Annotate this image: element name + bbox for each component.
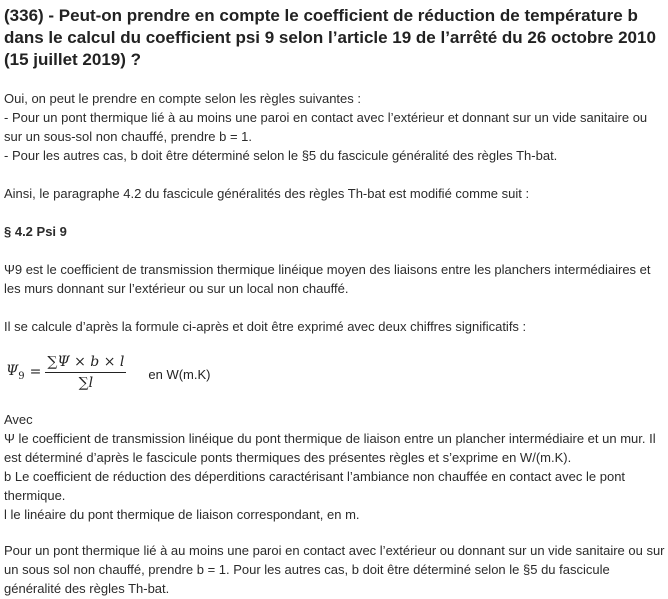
intro-line: Oui, on peut le prendre en compte selon les règles suivantes : <box>4 91 361 106</box>
formula-unit: en W(m.K) <box>148 366 211 382</box>
avec-psi: Ψ le coefficient de transmission linéique du pont thermique de liaison entre un plancher intermédiaire et un mur. Il est déterminé d’après le fascicule ponts thermiques des présentes règles et s’exprime en W/(m.K). <box>4 431 656 465</box>
formula-lhs: $\Psi_9$ <box>6 362 25 382</box>
formula-fraction <box>45 354 126 391</box>
calc-instructions: Il se calcule d’après la formule ci-après et doit être exprimé avec deux chiffres significatifs : <box>4 319 527 334</box>
formula-denominator: ∑l <box>78 374 94 391</box>
avec-label: Avec <box>4 412 33 427</box>
faq-article <box>4 5 666 598</box>
psi9-definition: Ψ9 est le coefficient de transmission thermique linéique moyen des liaisons entre les planchers intermédiaires et les murs donnant sur l’extérieur ou sur un local non chauffé. <box>4 262 651 296</box>
psi9-formula <box>4 344 666 400</box>
intro-rule-1: - Pour un pont thermique lié à au moins une paroi en contact avec l’extérieur et donnant sur un vide sanitaire ou sur un sous-sol non chauffé, prendre b = 1. <box>4 110 648 144</box>
ainsi-paragraph: Ainsi, le paragraphe 4.2 du fascicule généralités des règles Th-bat est modifié comme suit : <box>4 186 530 201</box>
question-title: (336) - Peut-on prendre en compte le coefficient de réduction de température b dans le calcul du coefficient psi 9 selon l’article 19 de l’arrêté du 26 octobre 2010 (15 juillet 2019) ? <box>4 6 656 69</box>
section-heading: § 4.2 Psi 9 <box>4 224 67 239</box>
avec-b: b Le coefficient de réduction des déperditions caractérisant l’ambiance non chauffée en contact avec le pont thermique. <box>4 469 626 503</box>
avec-l: l le linéaire du pont thermique de liaison correspondant, en m. <box>4 507 360 522</box>
formula-equals: = <box>29 364 42 380</box>
closing-paragraph: Pour un pont thermique lié à au moins une paroi en contact avec l’extérieur ou donnant sur un vide sanitaire ou sur un sous sol non chauffé, prendre b = 1. Pour les autres cas, b doit être déterminé selon le §5 du fascicule généralité des règles Th-bat. <box>4 543 665 596</box>
intro-rule-2: - Pour les autres cas, b doit être déterminé selon le §5 du fascicule généralité des règles Th-bat. <box>4 148 558 163</box>
formula-numerator: ∑Ψ × b × l <box>45 354 126 373</box>
